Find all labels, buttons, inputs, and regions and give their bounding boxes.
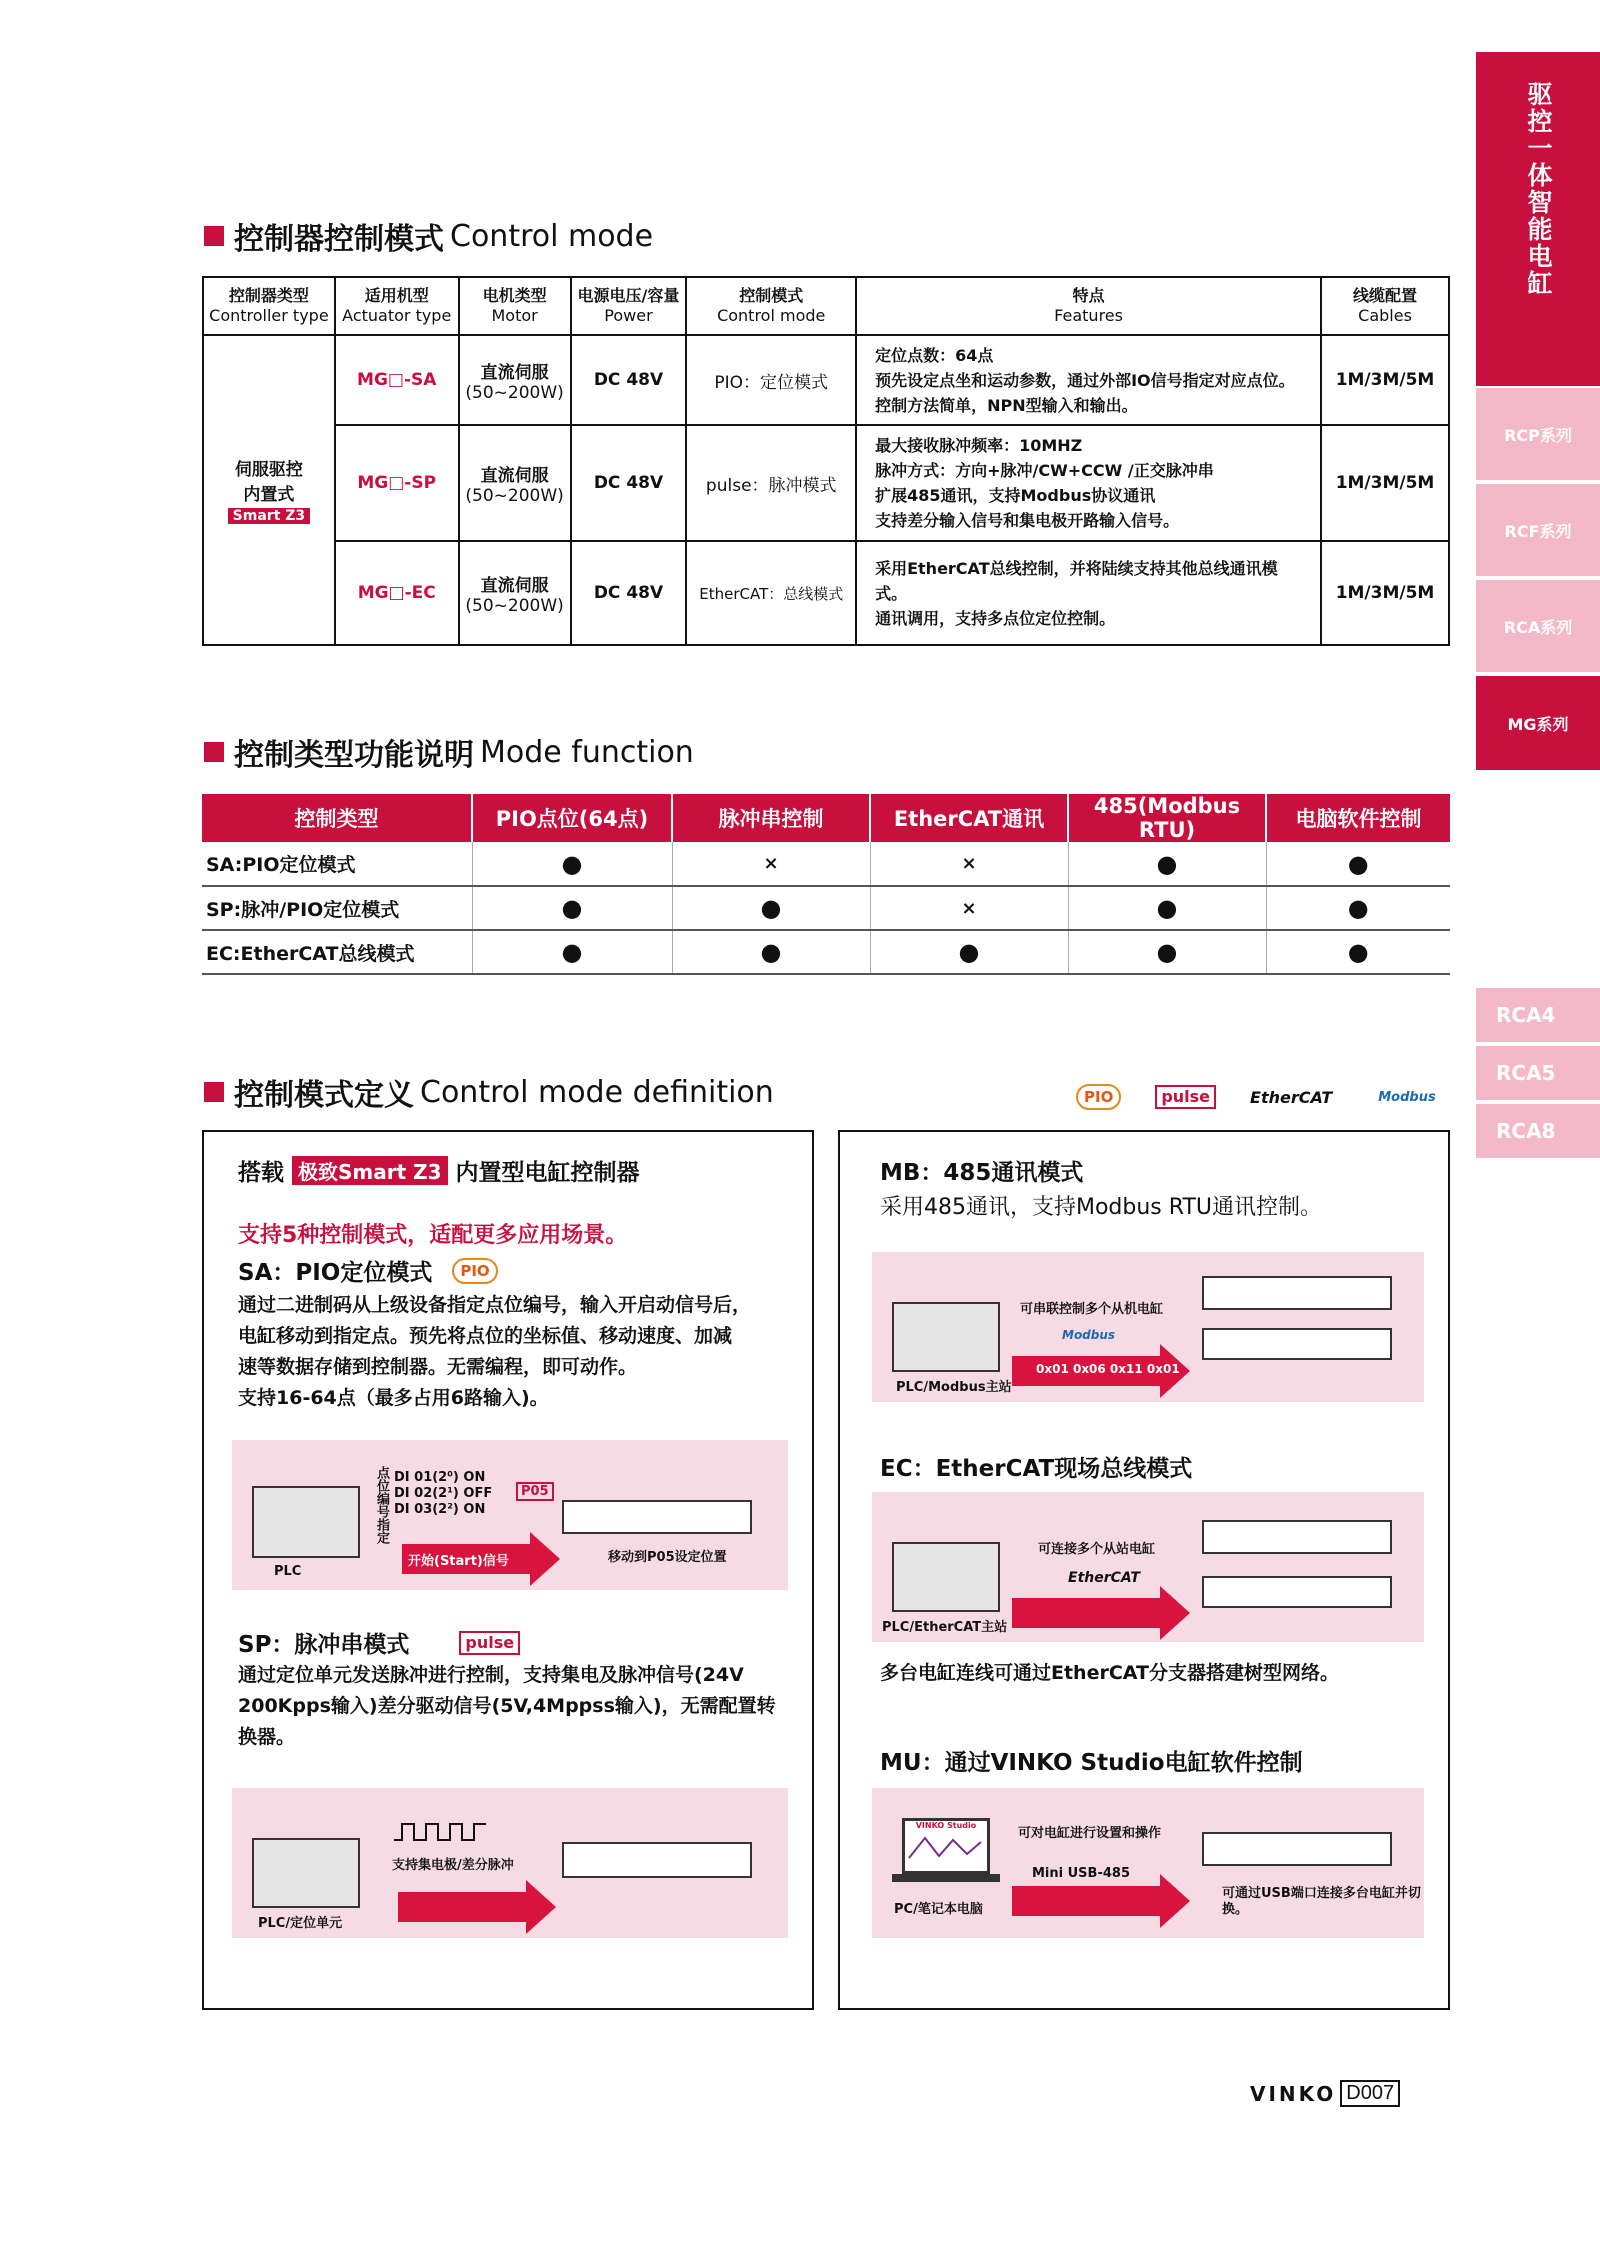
status-cell: ● [672, 930, 870, 974]
ethercat-logo-icon: EtherCAT [1250, 1087, 1333, 1107]
actuator-icon[interactable] [1202, 1276, 1392, 1310]
title-en: Mode function [480, 734, 694, 770]
row-label: SA:PIO定位模式 [202, 842, 472, 886]
sidebar-sub-label: RCA5 [1496, 1061, 1556, 1085]
smart-z3-badge: Smart Z3 [228, 508, 310, 524]
table-row [202, 842, 1450, 886]
title-square-icon [204, 226, 224, 246]
actuator-icon[interactable] [1202, 1576, 1392, 1608]
table-header-row [202, 794, 1450, 842]
actuator-icon[interactable] [562, 1500, 752, 1534]
table-header-row [203, 277, 1449, 335]
ec-title: EC：EtherCAT现场总线模式 [880, 1456, 1193, 1482]
power-cell: DC 48V [571, 425, 687, 541]
modbus-logo-icon: Modbus [1378, 1089, 1436, 1105]
status-cell: × [870, 886, 1068, 930]
ethercat-logo-icon: EtherCAT [1068, 1570, 1140, 1586]
table-row [202, 886, 1450, 930]
header-cell: 电脑软件控制 [1266, 794, 1450, 842]
title-en: Control mode [450, 218, 654, 254]
features-cell: 采用EtherCAT总线控制，并将陆续支持其他总线通讯模式。 通讯调用，支持多点位定位控制。 [856, 541, 1321, 645]
sidebar-sub-rca4[interactable] [1476, 988, 1600, 1042]
brand-logo: VINKO [1250, 2081, 1337, 2106]
header-cables: 线缆配置 Cables [1321, 277, 1449, 335]
sidebar-tab-label: MG系列 [1507, 714, 1569, 734]
modbus-logo-icon: Modbus [1062, 1328, 1116, 1342]
cables-cell: 1M/3M/5M [1321, 541, 1449, 645]
left-definition-panel [202, 1130, 814, 2010]
title-en: Control mode definition [420, 1074, 774, 1110]
mb-diagram [872, 1252, 1424, 1402]
status-cell: × [672, 842, 870, 886]
title-cn: 控制类型功能说明 [234, 738, 474, 773]
sidebar-sub-rca5[interactable] [1476, 1046, 1600, 1100]
pulse-icon: pulse [459, 1631, 520, 1655]
header-controller-type: 控制器类型 Controller type [203, 277, 335, 335]
laptop-icon [902, 1818, 990, 1874]
plc-icon [892, 1542, 1000, 1612]
footer [1250, 2080, 1400, 2107]
status-cell: ● [1266, 930, 1450, 974]
wave-icon [905, 1830, 985, 1864]
plc-icon [892, 1302, 1000, 1372]
start-signal-label: 开始(Start)信号 [408, 1554, 509, 1569]
legend [1076, 1084, 1436, 1110]
plc-icon [252, 1838, 360, 1908]
pulse-label: 支持集电极/差分脉冲 [392, 1858, 514, 1873]
sidebar-sub-rca8[interactable] [1476, 1104, 1600, 1158]
mu-diagram [872, 1788, 1424, 1938]
sa-description: 通过二进制码从上级设备指定点位编号，输入开启动信号后， 电缸移动到指定点。预先将点位的坐标值、移动速度、加减 速等数据存储到控制器。无需编程，即可动作。 支持16-64点（最多占用6路输入)。 [238, 1294, 752, 1409]
sp-title: SP：脉冲串模式 pulse [238, 1626, 520, 1659]
header-cell: PIO点位(64点) [472, 794, 672, 842]
mu-note: 可通过USB端口连接多台电缸并切换。 [1222, 1886, 1421, 1917]
sidebar-tab-rcf[interactable] [1476, 484, 1600, 576]
header-control-mode: 控制模式 Control mode [686, 277, 856, 335]
signal-arrow [398, 1892, 528, 1922]
sidebar-sub-label: RCA8 [1496, 1119, 1556, 1143]
pio-icon: PIO [1076, 1084, 1121, 1110]
slogan: 支持5种控制模式，适配更多应用场景。 [238, 1223, 628, 1248]
actuator-icon[interactable] [1202, 1832, 1392, 1866]
status-cell: ● [1068, 930, 1266, 974]
right-definition-panel [838, 1130, 1450, 2010]
header-cell: 485(Modbus RTU) [1068, 794, 1266, 842]
sidebar-main-tab-label: 驱控一体智能电缸 [1524, 81, 1553, 297]
intro-line: 搭载 极致Smart Z3 内置型电缸控制器 [238, 1154, 640, 1187]
sidebar-tab-label: RCA系列 [1503, 617, 1573, 637]
status-cell: ● [1068, 886, 1266, 930]
header-cell: 控制类型 [202, 794, 472, 842]
mb-label: 可串联控制多个从机电缸 [1020, 1302, 1164, 1317]
actuator-icon[interactable] [562, 1842, 752, 1878]
usb-arrow [1012, 1886, 1162, 1916]
plc-label: PLC [274, 1564, 302, 1579]
table-row [203, 335, 1449, 425]
header-cell: 脉冲串控制 [672, 794, 870, 842]
sp-diagram [232, 1788, 788, 1938]
features-cell: 定位点数：64点 预先设定点坐和运动参数，通过外部IO信号指定对应点位。 控制方法简单，NPN型输入和输出。 [856, 335, 1321, 425]
title-cn: 控制模式定义 [234, 1078, 414, 1113]
sidebar-sub-label: RCA4 [1496, 1003, 1556, 1027]
ec-note: 多台电缸连线可通过EtherCAT分支器搭建树型网络。 [880, 1662, 1339, 1684]
title-square-icon [204, 742, 224, 762]
sidebar-tab-rca[interactable] [1476, 580, 1600, 672]
section-mode-function-title [204, 730, 694, 774]
laptop-screen-label: VINKO Studio [915, 1821, 977, 1830]
ec-label: 可连接多个从站电缸 [1038, 1542, 1156, 1557]
mode-function-table [202, 794, 1450, 975]
pulse-wave-icon [392, 1820, 488, 1844]
plc-icon [252, 1486, 360, 1558]
ec-diagram [872, 1492, 1424, 1642]
status-cell: ● [472, 842, 672, 886]
row-label: EC:EtherCAT总线模式 [202, 930, 472, 974]
motor-cell: 直流伺服 (50~200W) [459, 425, 571, 541]
status-cell: × [870, 842, 1068, 886]
table-row [203, 541, 1449, 645]
pio-icon: PIO [452, 1258, 497, 1284]
mb-title: MB：485通讯模式 [880, 1160, 1084, 1186]
page-number: D007 [1340, 2080, 1400, 2107]
motor-cell: 直流伺服 (50~200W) [459, 335, 571, 425]
table-row [202, 930, 1450, 974]
title-square-icon [204, 1082, 224, 1102]
header-features: 特点 Features [856, 277, 1321, 335]
modbus-codes: 0x01 0x06 0x11 0x01 [1036, 1362, 1180, 1376]
mu-label: 可对电缸进行设置和操作 [1018, 1826, 1162, 1841]
plc-label: PLC/定位单元 [258, 1916, 343, 1931]
status-cell: ● [870, 930, 1068, 974]
sidebar-main-tab[interactable] [1476, 52, 1600, 386]
section-control-mode-title [204, 214, 653, 258]
controller-type-cell: 伺服驱控 内置式 Smart Z3 [203, 335, 335, 645]
status-cell: ● [672, 886, 870, 930]
sidebar-tab-label: RCF系列 [1504, 521, 1572, 541]
row-label: SP:脉冲/PIO定位模式 [202, 886, 472, 930]
status-cell: ● [1266, 886, 1450, 930]
header-actuator-type: 适用机型 Actuator type [335, 277, 459, 335]
mode-cell: EtherCAT：总线模式 [686, 541, 856, 645]
actuator-cell: MG□-EC [335, 541, 459, 645]
sidebar-tab-label: RCP系列 [1504, 425, 1572, 445]
plc-label: PLC/EtherCAT主站 [882, 1620, 1008, 1635]
control-mode-table [202, 276, 1450, 646]
actuator-cell: MG□-SA [335, 335, 459, 425]
sidebar-tab-rcp[interactable] [1476, 388, 1600, 480]
status-cell: ● [472, 930, 672, 974]
pulse-icon: pulse [1155, 1085, 1216, 1109]
table-row [203, 425, 1449, 541]
title-cn: 控制器控制模式 [234, 222, 444, 257]
sidebar-tab-mg[interactable] [1476, 676, 1600, 770]
ethercat-arrow [1012, 1598, 1162, 1628]
header-motor: 电机类型 Motor [459, 277, 571, 335]
mb-description: 采用485通讯，支持Modbus RTU通讯控制。 [880, 1195, 1322, 1220]
move-label: 移动到P05设定位置 [608, 1550, 727, 1565]
actuator-icon[interactable] [1202, 1328, 1392, 1360]
power-cell: DC 48V [571, 541, 687, 645]
laptop-base-icon [892, 1874, 1000, 1882]
mode-cell: PIO：定位模式 [686, 335, 856, 425]
header-power: 电源电压/容量 Power [571, 277, 687, 335]
plc-label: PLC/Modbus主站 [896, 1380, 1012, 1395]
cables-cell: 1M/3M/5M [1321, 425, 1449, 541]
sa-title: SA：PIO定位模式 PIO [238, 1254, 498, 1287]
pc-label: PC/笔记本电脑 [894, 1902, 983, 1917]
section-mode-definition-title [204, 1070, 774, 1114]
sp-description: 通过定位单元发送脉冲进行控制，支持集电及脉冲信号(24V 200Kpps输入)差分驱动信号(5V,4Mppss输入)，无需配置转 换器。 [238, 1664, 776, 1748]
status-cell: ● [472, 886, 672, 930]
actuator-icon[interactable] [1202, 1520, 1392, 1554]
features-cell: 最大接收脉冲频率：10MHZ 脉冲方式：方向+脉冲/CW+CCW /正交脉冲串 扩展485通讯，支持Modbus协议通讯 支持差分输入信号和集电极开路输入信号。 [856, 425, 1321, 541]
mode-cell: pulse：脉冲模式 [686, 425, 856, 541]
p05-badge: P05 [516, 1482, 554, 1501]
actuator-cell: MG□-SP [335, 425, 459, 541]
motor-cell: 直流伺服 (50~200W) [459, 541, 571, 645]
header-cell: EtherCAT通讯 [870, 794, 1068, 842]
point-number-label: 点位编号指定 [374, 1466, 389, 1544]
status-cell: ● [1266, 842, 1450, 886]
smart-z3-badge: 极致Smart Z3 [292, 1156, 448, 1185]
di-signals: DI 01(2⁰) ON DI 02(2¹) OFF DI 03(2²) ON [394, 1470, 493, 1517]
power-cell: DC 48V [571, 335, 687, 425]
usb-label: Mini USB-485 [1032, 1866, 1130, 1881]
sa-diagram [232, 1440, 788, 1590]
status-cell: ● [1068, 842, 1266, 886]
mu-title: MU：通过VINKO Studio电缸软件控制 [880, 1750, 1303, 1776]
cables-cell: 1M/3M/5M [1321, 335, 1449, 425]
